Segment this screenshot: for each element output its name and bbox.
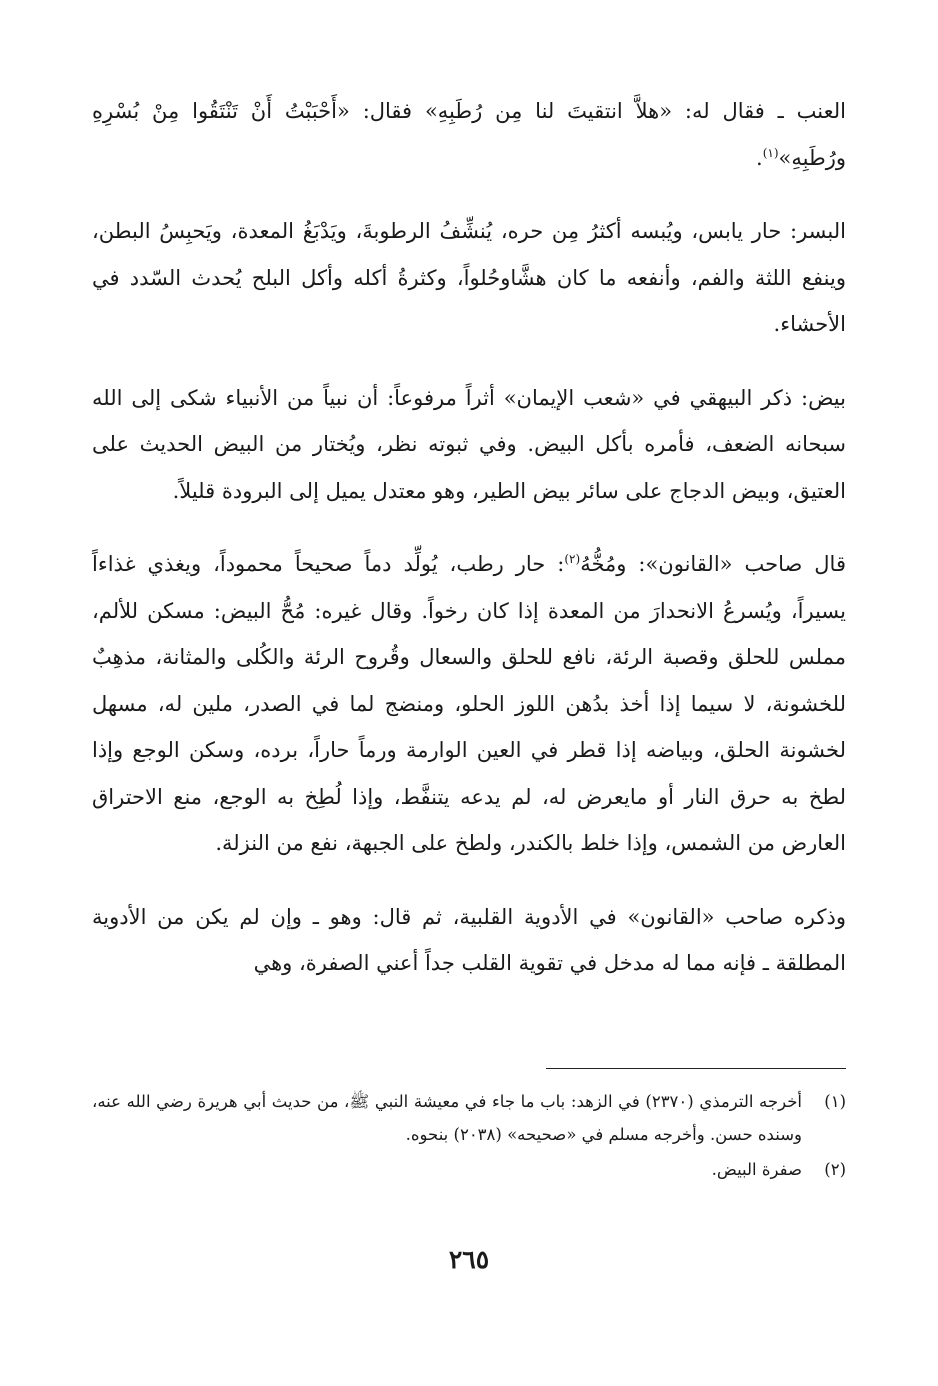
paragraph-1 [92,88,846,181]
paragraph-4-lead: قال صاحب «القانون»: ومُخُّهُ [580,552,846,576]
paragraph-4 [92,541,846,867]
paragraph-1-end: . [756,145,763,170]
footnote-separator [546,1068,846,1069]
footnote-1-number: (١) [824,1092,846,1111]
paragraph-1-text: العنب ـ فقال له: «هلاَّ انتقيتَ لنا مِن رُطَبِهِ» فقال: «أَحْبَبْتُ أَنْ تَنْتَقُوا مِنْ بُسْرِهِ ورُطَبِهِ» [92,99,846,170]
footnotes [92,1085,846,1188]
paragraph-5 [92,894,846,987]
paragraph-2 [92,208,846,348]
footnote-2-number: (٢) [824,1160,846,1179]
paragraph-5-text: وذكره صاحب «القانون» في الأدوية القلبية، ثم قال: وهو ـ وإن لم يكن من الأدوية المطلقة ـ فإنه مما له مدخل في تقوية القلب جداً أعني الصفرة، وهي [92,904,846,975]
paragraph-4-text: : حار رطب، يُولِّد دماً صحيحاً محموداً، ويغذي غذاءاً يسيراً، ويُسرعُ الانحدارَ من المعدة إذا كان رخواً. وقال غيره: مُحُّ البيض: مسكن للألم، مملس للحلق وقصبة الرئة، نافع للحلق والسعال وقُروح الرئة والكُلى والمثانة، مذهِبٌ للخشونة، لا سيما إذا أخذ بدُهن اللوز الحلو، ومنضج لما في الصدر، ملين له، مسهل لخشونة الحلق، وبياضه إذا قطر في العين الوارمة ورماً حاراً، برده، وسكن الوجع وإذا لطخ به حرق النار أو مايعرض له، لم يدعه يتنفَّط، وإذا لُطِخ به الوجع، منع الاحتراق العارض من الشمس، وإذا خلط بالكندر، ولطخ على الجبهة، نفع من النزلة. [92,552,846,855]
footnote-1 [92,1085,846,1151]
footnote-ref-2: (٢) [564,552,581,566]
main-text [92,88,846,987]
paragraph-2-text: البسر: حار يابس، ويُبسه أكثرُ مِن حره، يُنشِّفُ الرطوبةَ، ويَدْبَغُ المعدة، ويَحبِسُ البطن، وينفع اللثة والفم، وأنفعه ما كان هشَّاوحُلواً، وكثرةُ أكله وأكل البلح يُحدث السّدد في الأحشاء. [92,219,846,336]
footnote-1-text: أخرجه الترمذي (٢٣٧٠) في الزهد: باب ما جاء في معيشة النبي ﷺ، من حديث أبي هريرة رضي الله عنه، وسنده حسن. وأخرجه مسلم في «صحيحه» (٢٠٣٨) بنحوه. [92,1092,802,1144]
page-number: ٢٦٥ [448,1245,490,1274]
paragraph-3-text: بيض: ذكر البيهقي في «شعب الإيمان» أثراً مرفوعاً: أن نبياً من الأنبياء شكى إلى الله سبحانه الضعف، فأمره بأكل البيض. وفي ثبوته نظر، ويُختار من البيض الحديث على العتيق، وبيض الدجاج على سائر بيض الطير، وهو معتدل يميل إلى البرودة قليلاً. [92,385,846,503]
footnote-2 [92,1153,846,1186]
footnote-ref-1: (١) [762,145,779,160]
footnote-2-text: صفرة البيض. [711,1160,802,1179]
paragraph-3 [92,375,846,515]
